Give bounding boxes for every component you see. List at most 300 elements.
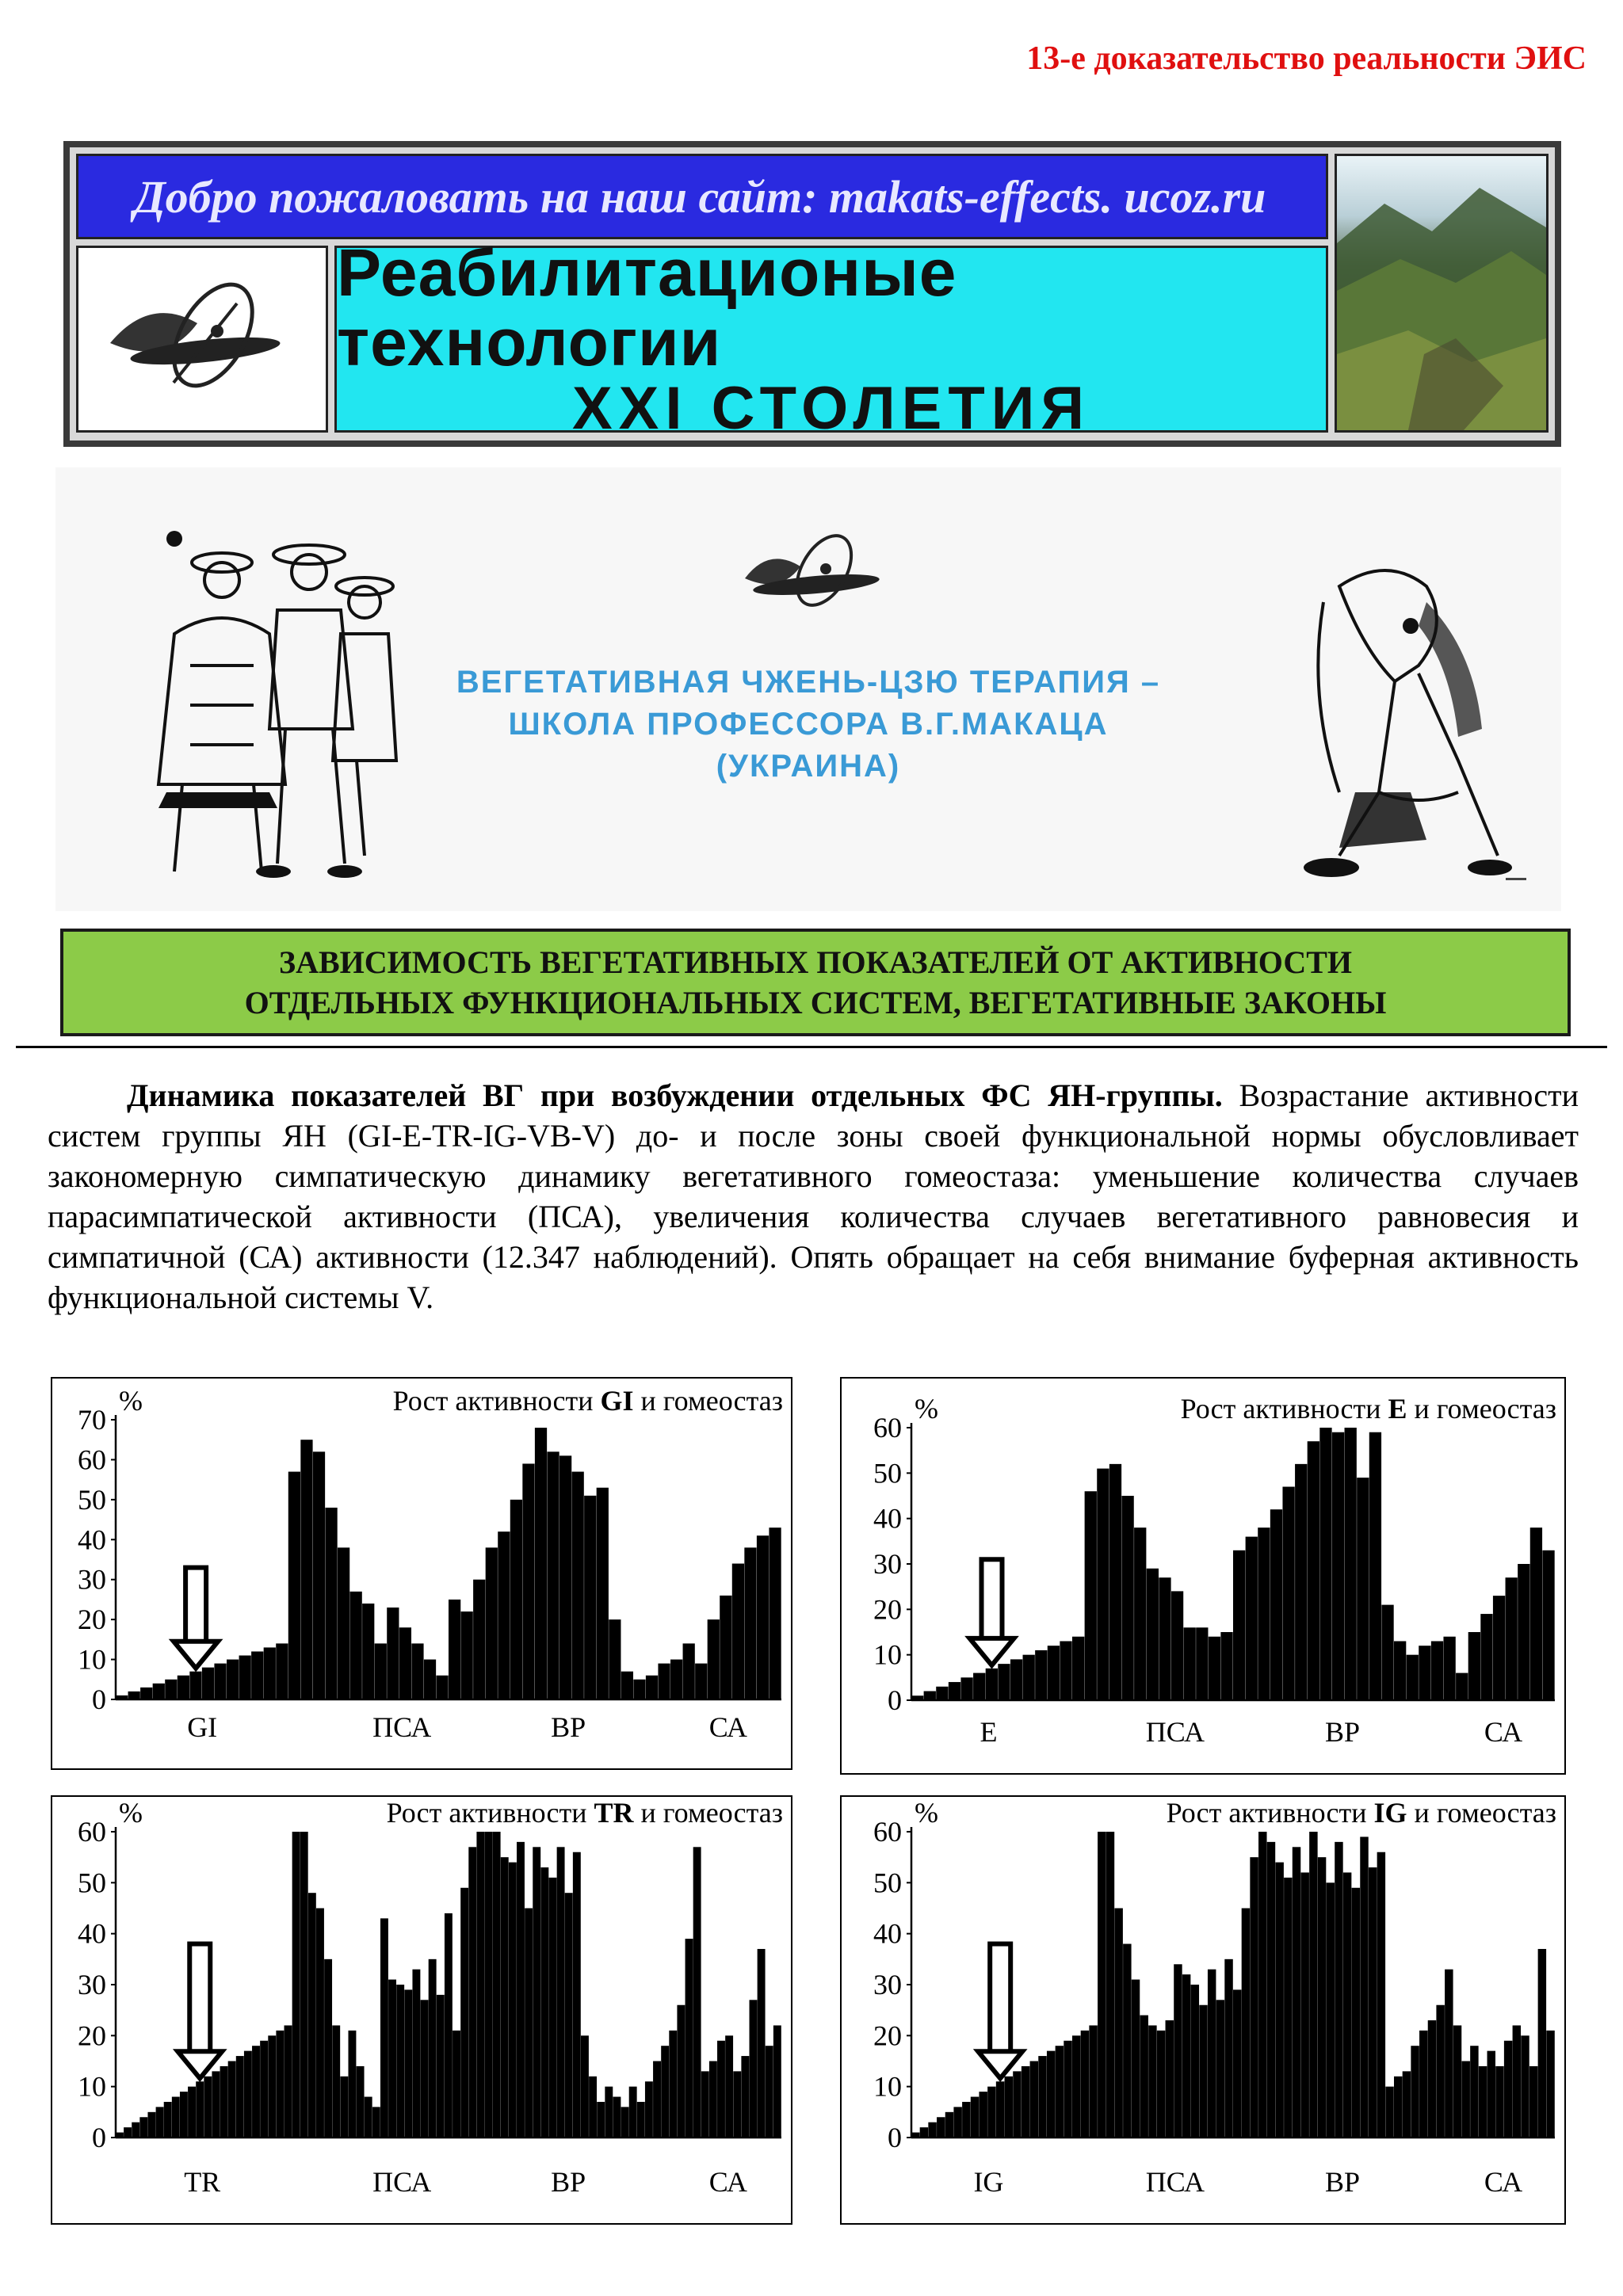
banner-welcome-strip — [76, 154, 1328, 239]
y-tick-label: 10 — [78, 2070, 106, 2103]
x-group-label: E — [980, 1716, 998, 1748]
chart-bar — [227, 1660, 239, 1699]
chart-bar — [646, 1676, 658, 1699]
chart-bar — [589, 2077, 597, 2138]
chart-bar — [1023, 1655, 1035, 1700]
chart-title: Рост активности IG и гомеостаз — [1166, 1797, 1556, 1829]
chart-svg — [52, 1379, 791, 1768]
chart-bar — [204, 2077, 212, 2138]
y-tick-label: 60 — [873, 1816, 902, 1848]
chart-bar — [372, 2107, 380, 2138]
chart-bar — [540, 1867, 548, 2138]
y-tick-label: 20 — [78, 2019, 106, 2052]
chart-bar — [498, 1531, 510, 1699]
chart-bar — [936, 1687, 948, 1700]
chart-bar — [733, 2071, 741, 2138]
chart-bar — [362, 1604, 374, 1699]
chart-bar — [998, 1664, 1010, 1700]
chart-bar — [1284, 1878, 1292, 2138]
chart-bar — [911, 1695, 923, 1700]
chart-bar — [971, 2097, 979, 2138]
chart-bar — [996, 2081, 1004, 2138]
chart-bar — [1199, 2005, 1207, 2138]
chart-title: Рост активности TR и гомеостаз — [386, 1797, 783, 1829]
chart-bar — [264, 1647, 276, 1699]
chart-bar — [613, 2097, 621, 2138]
chart-bar — [404, 1989, 412, 2138]
chart-bar — [1493, 1596, 1505, 1700]
chart-bar — [1098, 1832, 1106, 2138]
y-tick-label: 40 — [873, 1917, 902, 1950]
school-title — [55, 662, 1561, 788]
y-tick-label: 0 — [92, 1684, 106, 1715]
x-group-label: TR — [184, 2166, 221, 2198]
chart-bar — [1013, 2071, 1021, 2138]
chart-bar — [629, 2087, 637, 2138]
chart-bar — [1097, 1469, 1109, 1700]
chart-bar — [725, 2035, 733, 2138]
chart-bar — [1159, 1577, 1170, 1700]
x-group-label: ПСА — [372, 1711, 432, 1743]
y-axis-unit-label: % — [119, 1385, 143, 1417]
chart-bar — [375, 1643, 387, 1699]
chart-bar — [621, 2107, 629, 2138]
chart-bar — [332, 2025, 340, 2138]
page-corner-label: 13-е доказательство реальности ЭИС — [1026, 40, 1587, 77]
y-tick-label: 50 — [873, 1457, 902, 1489]
site-banner — [63, 141, 1561, 447]
chart-bar — [348, 2031, 356, 2138]
chart-bar — [597, 2102, 605, 2138]
chart-bar — [1085, 1491, 1097, 1700]
chart-bar — [695, 1664, 707, 1699]
y-tick-label: 30 — [78, 1969, 106, 2000]
chart-bar — [396, 1985, 404, 2138]
chart-bar — [661, 2046, 669, 2138]
chart-bar — [773, 2025, 781, 2138]
school-title-line3: (УКРАИНА) — [716, 749, 901, 784]
chart-bar — [1318, 1857, 1326, 2138]
chart-bar — [436, 1676, 448, 1699]
x-group-label: GI — [187, 1711, 218, 1743]
chart-bar — [1056, 2046, 1064, 2138]
chart-bar — [1258, 1527, 1270, 1700]
chart-bar — [1224, 1959, 1232, 2138]
chart-bar — [911, 2133, 919, 2138]
chart-bar — [1072, 1637, 1084, 1700]
chart-bar — [1487, 2051, 1495, 2138]
chart-bar — [1282, 1487, 1294, 1700]
chart-bar — [399, 1627, 411, 1699]
y-tick-label: 30 — [873, 1548, 902, 1580]
school-title-line2: ШКОЛА ПРОФЕССОРА В.Г.МАКАЦА — [508, 707, 1109, 742]
y-tick-label: 10 — [873, 1638, 902, 1671]
chart-bar — [732, 1564, 744, 1699]
chart-bar — [172, 2097, 180, 2138]
y-tick-label: 30 — [78, 1563, 106, 1596]
chart-bar — [1385, 2087, 1393, 2138]
banner-title-line2: XXI СТОЛЕТИЯ — [571, 375, 1091, 443]
chart-bar — [501, 1857, 509, 2138]
chart-bar — [1295, 1464, 1307, 1700]
chart-bar — [1343, 1872, 1351, 2138]
chart-bar — [701, 2071, 709, 2138]
chart-bar — [1538, 1949, 1546, 2138]
chart-bar — [1030, 2061, 1038, 2138]
chart-bar — [573, 1852, 581, 2138]
chart-bar — [268, 2035, 276, 2138]
chart-bar — [683, 1643, 695, 1699]
chart-svg — [842, 1797, 1564, 2223]
chart-bar — [338, 1547, 349, 1699]
y-tick-label: 20 — [78, 1604, 106, 1636]
chart-bar — [1521, 2035, 1529, 2138]
chart-tr — [51, 1795, 792, 2225]
chart-bar — [1407, 1655, 1419, 1700]
chart-bar — [1242, 1909, 1250, 2138]
chart-title: Рост активности E и гомеостаз — [1180, 1393, 1556, 1425]
chart-bar — [1191, 1985, 1199, 2138]
chart-bar — [653, 2061, 661, 2138]
chart-bar — [1060, 1641, 1071, 1700]
chart-bar — [116, 1695, 128, 1699]
chart-bar — [485, 1832, 493, 2138]
chart-bar — [132, 2122, 139, 2138]
banner-title-box — [334, 235, 1328, 443]
mountain-landscape-icon — [1337, 156, 1546, 430]
x-group-label: ВР — [1325, 1716, 1361, 1748]
chart-bar — [525, 1909, 533, 2138]
heading-divider — [16, 1046, 1607, 1048]
y-tick-label: 60 — [78, 1816, 106, 1848]
chart-bar — [388, 1980, 396, 2138]
chart-bar — [522, 1463, 534, 1699]
down-arrow-icon — [178, 1944, 222, 2079]
chart-bar — [962, 2102, 970, 2138]
atom-logo-icon — [78, 248, 326, 430]
chart-bar — [677, 2005, 685, 2138]
chart-bar — [189, 1672, 201, 1699]
chart-bar — [196, 2081, 204, 2138]
chart-bar — [1106, 1832, 1114, 2138]
chart-bar — [1419, 2031, 1427, 2138]
chart-bar — [1468, 1632, 1480, 1700]
x-group-label: СА — [1484, 1716, 1523, 1748]
y-tick-label: 10 — [873, 2070, 902, 2103]
chart-bar — [645, 2081, 653, 2138]
chart-bar — [453, 2031, 460, 2138]
chart-bar — [178, 1676, 189, 1699]
chart-bar — [153, 1684, 165, 1699]
chart-bar — [1109, 1464, 1121, 1700]
chart-bar — [1394, 1641, 1406, 1700]
chart-bar — [1048, 1646, 1060, 1700]
chart-bar — [609, 1619, 621, 1699]
chart-bar — [709, 2061, 717, 2138]
chart-bar — [340, 2077, 348, 2138]
chart-bar — [1456, 1673, 1468, 1700]
chart-bar — [987, 2087, 995, 2138]
chart-bar — [188, 2087, 196, 2138]
x-group-label: ВР — [551, 1711, 586, 1743]
chart-bar — [658, 1664, 670, 1699]
chart-bar — [285, 2025, 292, 2138]
chart-bar — [1208, 1970, 1216, 2138]
chart-bar — [476, 1832, 484, 2138]
chart-bar — [1081, 2031, 1089, 2138]
chart-bar — [244, 2051, 252, 2138]
chart-bar — [1182, 1974, 1190, 2138]
chart-bar — [324, 1959, 332, 2138]
y-axis-unit-label: % — [915, 1393, 938, 1425]
chart-svg — [842, 1379, 1564, 1773]
chart-bar — [559, 1455, 571, 1699]
chart-bar — [986, 1669, 998, 1700]
chart-bar — [535, 1428, 547, 1699]
banner-welcome-text: Добро пожаловать на наш сайт: makats-effects. ucoz.ru — [134, 170, 1266, 223]
chart-bar — [1443, 1637, 1455, 1700]
y-tick-label: 0 — [888, 2122, 902, 2153]
chart-bar — [757, 1535, 769, 1699]
chart-bar — [486, 1547, 498, 1699]
chart-bar — [212, 2071, 220, 2138]
chart-bar — [670, 1660, 682, 1699]
chart-bar — [276, 2031, 284, 2138]
chart-bar — [1518, 1564, 1529, 1700]
x-group-label: ПСА — [1145, 1716, 1205, 1748]
chart-bar — [717, 2041, 725, 2138]
chart-bar — [350, 1592, 362, 1699]
chart-bar — [1275, 1863, 1283, 2138]
chart-bar — [140, 1688, 152, 1699]
chart-bar — [960, 1677, 972, 1700]
chart-bar — [557, 1847, 565, 2138]
chart-bar — [1270, 1509, 1282, 1700]
chart-bar — [549, 1878, 557, 2138]
chart-bar — [1479, 2066, 1487, 2138]
y-tick-label: 0 — [888, 1684, 902, 1716]
chart-bar — [313, 1451, 325, 1699]
chart-bar — [1123, 1944, 1131, 2138]
chart-bar — [461, 1611, 473, 1699]
chart-bar — [1309, 1832, 1317, 2138]
chart-bar — [220, 2066, 228, 2138]
chart-bar — [741, 2056, 749, 2138]
y-tick-label: 40 — [78, 1917, 106, 1950]
y-axis-unit-label: % — [119, 1797, 143, 1829]
chart-bar — [1220, 1632, 1232, 1700]
chart-bar — [316, 1909, 324, 2138]
chart-bar — [708, 1619, 720, 1699]
chart-bar — [437, 1995, 445, 2138]
chart-bar — [1360, 1836, 1368, 2138]
chart-bar — [493, 1832, 501, 2138]
chart-bar — [202, 1668, 214, 1699]
chart-bar — [1436, 2005, 1444, 2138]
x-group-label: ПСА — [372, 2166, 432, 2198]
chart-bar — [228, 2061, 236, 2138]
chart-bar — [1529, 2066, 1537, 2138]
chart-bar — [1258, 1832, 1266, 2138]
chart-bar — [565, 1893, 573, 2138]
chart-bar — [300, 1832, 308, 2138]
chart-bar — [1381, 1605, 1393, 1700]
chart-bar — [637, 2102, 645, 2138]
down-arrow-icon — [978, 1944, 1022, 2079]
y-tick-label: 50 — [873, 1867, 902, 1899]
chart-bar — [1357, 1478, 1369, 1700]
chart-bar — [1121, 1496, 1133, 1700]
chart-bar — [460, 1888, 468, 2138]
chart-bar — [720, 1596, 731, 1699]
y-tick-label: 60 — [78, 1444, 106, 1476]
chart-bar — [116, 2133, 124, 2138]
y-tick-label: 60 — [873, 1412, 902, 1444]
y-tick-label: 50 — [78, 1483, 106, 1516]
chart-bar — [1140, 2016, 1148, 2138]
section-heading — [60, 929, 1571, 1036]
chart-bar — [1530, 1527, 1542, 1700]
chart-bar — [758, 1949, 766, 2138]
chart-bar — [1209, 1637, 1220, 1700]
x-group-label: СА — [708, 2166, 747, 2198]
chart-bar — [214, 1664, 226, 1699]
chart-bar — [1470, 2046, 1478, 2138]
chart-bar — [1300, 1872, 1308, 2138]
chart-bar — [1216, 2000, 1224, 2138]
chart-bar — [1038, 2056, 1046, 2138]
chart-bar — [1377, 1852, 1385, 2138]
chart-bar — [1022, 2066, 1029, 2138]
banner-logo-box — [76, 246, 328, 433]
chart-bar — [357, 2066, 365, 2138]
chart-bar — [473, 1580, 485, 1699]
chart-bar — [1184, 1627, 1196, 1700]
y-axis-unit-label: % — [915, 1797, 938, 1829]
chart-bar — [1546, 2031, 1554, 2138]
chart-bar — [308, 1893, 316, 2138]
down-arrow-icon — [970, 1559, 1014, 1665]
chart-bar — [1196, 1627, 1208, 1700]
chart-bar — [937, 2117, 945, 2138]
chart-bar — [424, 1660, 436, 1699]
y-tick-label: 40 — [78, 1524, 106, 1556]
chart-bar — [1411, 2046, 1419, 2138]
chart-bar — [1233, 1989, 1241, 2138]
chart-bar — [1134, 1527, 1146, 1700]
chart-bar — [547, 1451, 559, 1699]
chart-bar — [1453, 2025, 1461, 2138]
chart-bar — [260, 2041, 268, 2138]
chart-bar — [156, 2107, 164, 2138]
chart-bar — [468, 1847, 476, 2138]
chart-bar — [1293, 1847, 1300, 2138]
banner-title-line1: Реабилитационые технологии — [337, 235, 957, 380]
chart-bar — [949, 1682, 960, 1700]
chart-bar — [1166, 2020, 1174, 2138]
chart-bar — [1394, 2077, 1402, 2138]
chart-bar — [252, 2046, 260, 2138]
chart-bar — [979, 2092, 987, 2138]
chart-bar — [1542, 1550, 1554, 1700]
chart-bar — [584, 1496, 596, 1699]
chart-bar — [924, 1691, 936, 1700]
down-arrow-icon — [174, 1568, 218, 1669]
chart-bar — [572, 1472, 584, 1699]
chart-bar — [920, 2127, 928, 2138]
chart-bar — [1157, 2031, 1165, 2138]
y-tick-label: 20 — [873, 2019, 902, 2052]
atom-emblem-icon — [737, 531, 896, 618]
chart-bar — [1171, 1591, 1183, 1700]
x-group-label: ПСА — [1145, 2166, 1205, 2198]
chart-bar — [973, 1673, 985, 1700]
x-group-label: СА — [708, 1711, 747, 1743]
chart-bar — [509, 1863, 517, 2138]
chart-bar — [1267, 1842, 1275, 2138]
chart-bar — [251, 1651, 263, 1699]
chart-bar — [1332, 1432, 1344, 1700]
chart-bar — [147, 2112, 155, 2138]
chart-bar — [239, 1656, 251, 1699]
chart-bar — [412, 1970, 420, 2138]
chart-bar — [449, 1600, 460, 1699]
chart-bar — [581, 2035, 589, 2138]
chart-bar — [1072, 2035, 1080, 2138]
chart-bar — [1513, 2025, 1521, 2138]
chart-bar — [1035, 1650, 1047, 1700]
chart-bar — [288, 1472, 300, 1699]
chart-bar — [1506, 1577, 1518, 1700]
chart-bar — [517, 1842, 525, 2138]
chart-bar — [750, 2000, 758, 2138]
chart-bar — [1319, 1428, 1331, 1700]
mountain-photo — [1335, 154, 1549, 433]
chart-bar — [953, 2107, 961, 2138]
x-group-label: ВР — [551, 2166, 586, 2198]
chart-bar — [292, 1832, 300, 2138]
y-tick-label: 30 — [873, 1969, 902, 2000]
chart-bar — [744, 1547, 756, 1699]
x-group-label: IG — [973, 2166, 1004, 2198]
chart-bar — [1369, 1432, 1381, 1700]
chart-bar — [1403, 2071, 1411, 2138]
section-heading-line2: ОТДЕЛЬНЫХ ФУНКЦИОНАЛЬНЫХ СИСТЕМ, ВЕГЕТАТИВНЫЕ ЗАКОНЫ — [244, 985, 1387, 1020]
y-tick-label: 20 — [873, 1593, 902, 1626]
chart-bar — [128, 1691, 140, 1699]
chart-bar — [411, 1643, 423, 1699]
chart-bar — [766, 2046, 773, 2138]
y-tick-label: 40 — [873, 1502, 902, 1535]
school-title-line1: ВЕГЕТАТИВНАЯ ЧЖЕНЬ-ЦЗЮ ТЕРАПИЯ – — [456, 665, 1161, 700]
chart-bar — [165, 1680, 177, 1699]
chart-bar — [445, 1913, 453, 2138]
chart-bar — [928, 2122, 936, 2138]
decorative-dash — [1506, 878, 1526, 880]
y-tick-label: 70 — [78, 1404, 106, 1436]
chart-bar — [1369, 1867, 1377, 2138]
chart-bar — [164, 2102, 172, 2138]
chart-title: Рост активности GI и гомеостаз — [392, 1385, 783, 1417]
y-tick-label: 10 — [78, 1643, 106, 1676]
chart-bar — [1233, 1550, 1245, 1700]
chart-bar — [1345, 1428, 1357, 1700]
x-group-label: ВР — [1325, 2166, 1361, 2198]
chart-bar — [380, 1918, 388, 2138]
chart-bar — [1445, 1970, 1453, 2138]
chart-bar — [1335, 1842, 1342, 2138]
y-tick-label: 50 — [78, 1867, 106, 1899]
